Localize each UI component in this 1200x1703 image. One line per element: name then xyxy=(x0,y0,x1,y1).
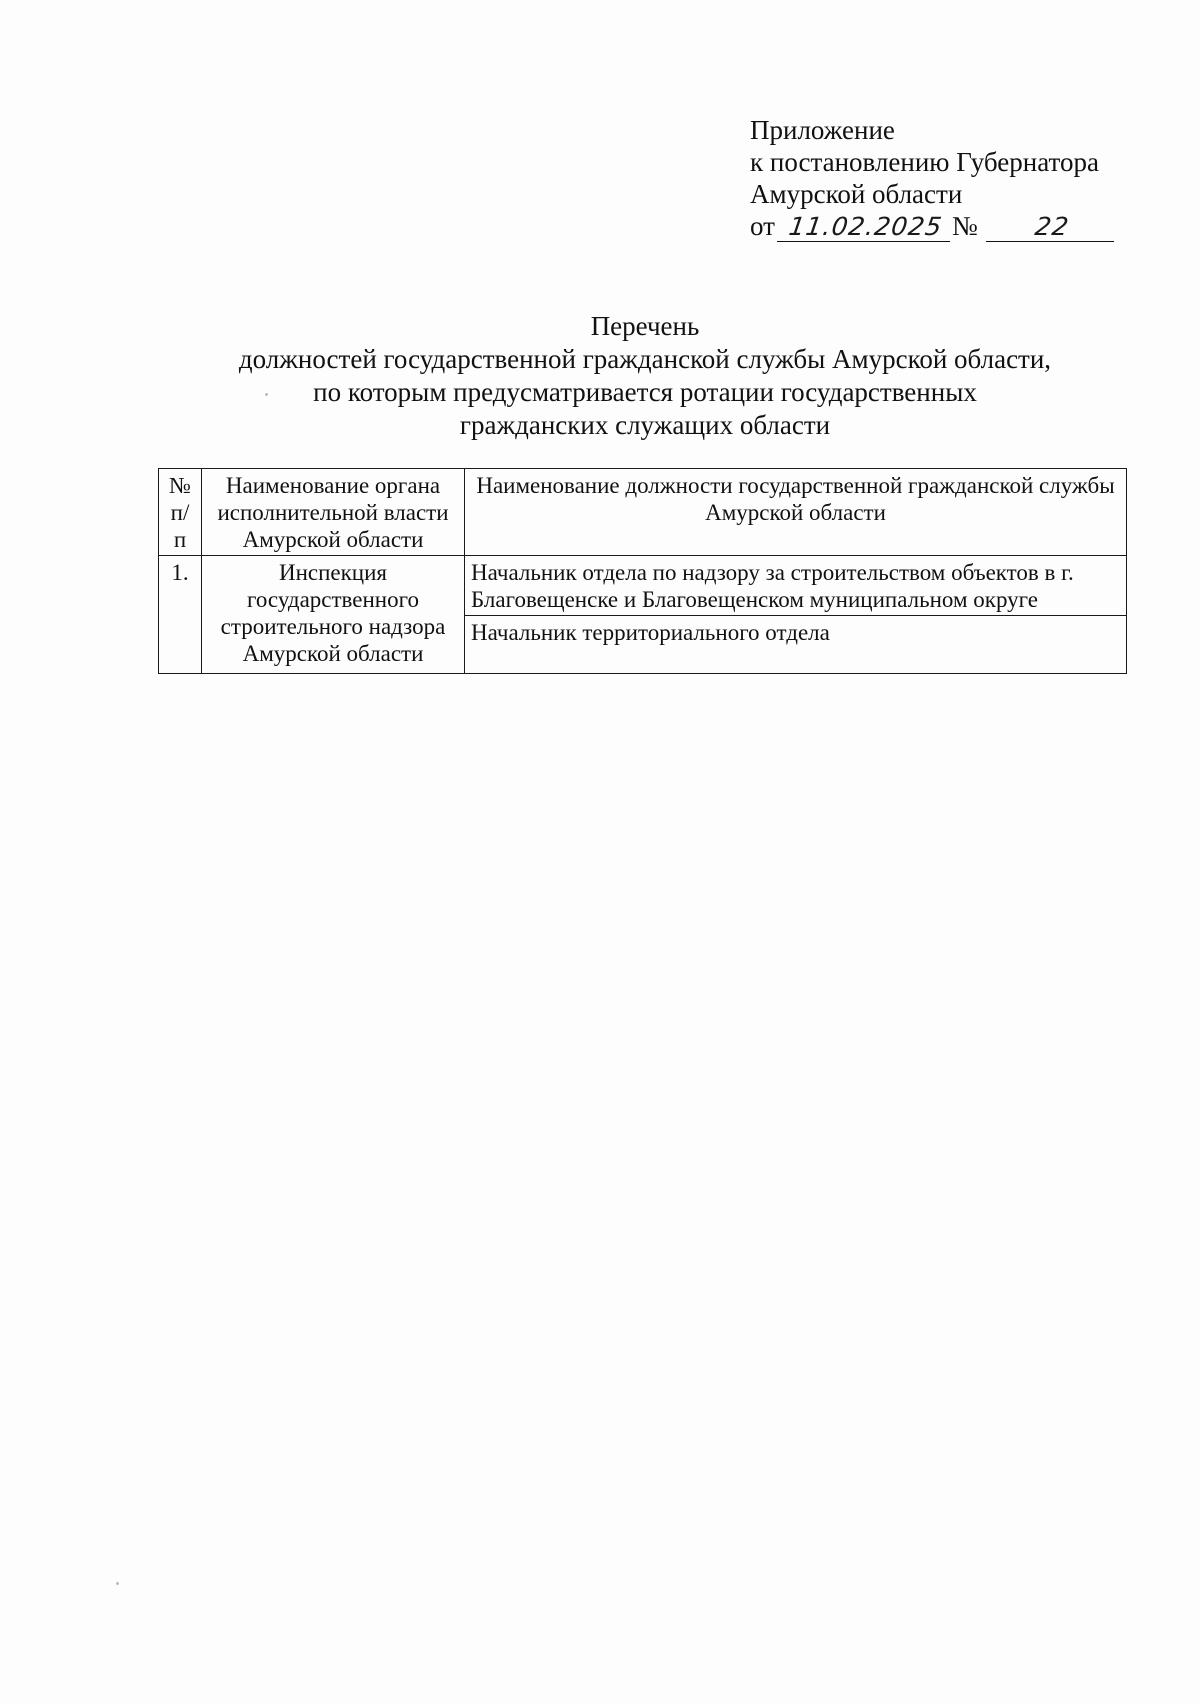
row-num: 1. xyxy=(159,556,202,674)
appendix-block xyxy=(750,114,1116,242)
positions-table xyxy=(158,468,1127,674)
appendix-label: Приложение xyxy=(750,115,895,145)
row-org: Инспекция государственного строительного надзора Амурской области xyxy=(202,556,465,674)
appendix-region: Амурской области xyxy=(750,179,963,209)
row-position-2: Начальник территориального отдела xyxy=(465,616,1127,674)
row-position-1: Начальник отдела по надзору за строительством объектов в г. Благовещенске и Благовещенском муниципальном округе xyxy=(465,556,1127,616)
handwritten-number: 22 xyxy=(986,213,1118,242)
scan-speck xyxy=(116,1582,119,1585)
title-heading: Перечень xyxy=(590,311,700,341)
header-position: Наименование должности государственной гражданской службы Амурской области xyxy=(465,469,1127,556)
header-num: № п/п xyxy=(159,469,202,556)
number-sign: № xyxy=(951,211,978,241)
document-title xyxy=(0,310,1200,442)
scan-speck xyxy=(265,393,268,396)
title-line-1: должностей государственной гражданской службы Амурской области, xyxy=(238,344,1052,374)
table-row xyxy=(159,556,1127,616)
title-line-3: гражданских служащих области xyxy=(459,410,831,440)
appendix-date-number-line xyxy=(750,210,1116,242)
table-header-row xyxy=(159,469,1127,556)
header-org: Наименование органа исполнительной власти Амурской области xyxy=(202,469,465,556)
handwritten-date: 11.02.2025 xyxy=(777,213,954,242)
title-line-2: по которым предусматривается ротации государственных xyxy=(313,377,977,407)
date-prefix: от xyxy=(750,211,775,241)
appendix-resolution-ref: к постановлению Губернатора xyxy=(750,147,1099,177)
